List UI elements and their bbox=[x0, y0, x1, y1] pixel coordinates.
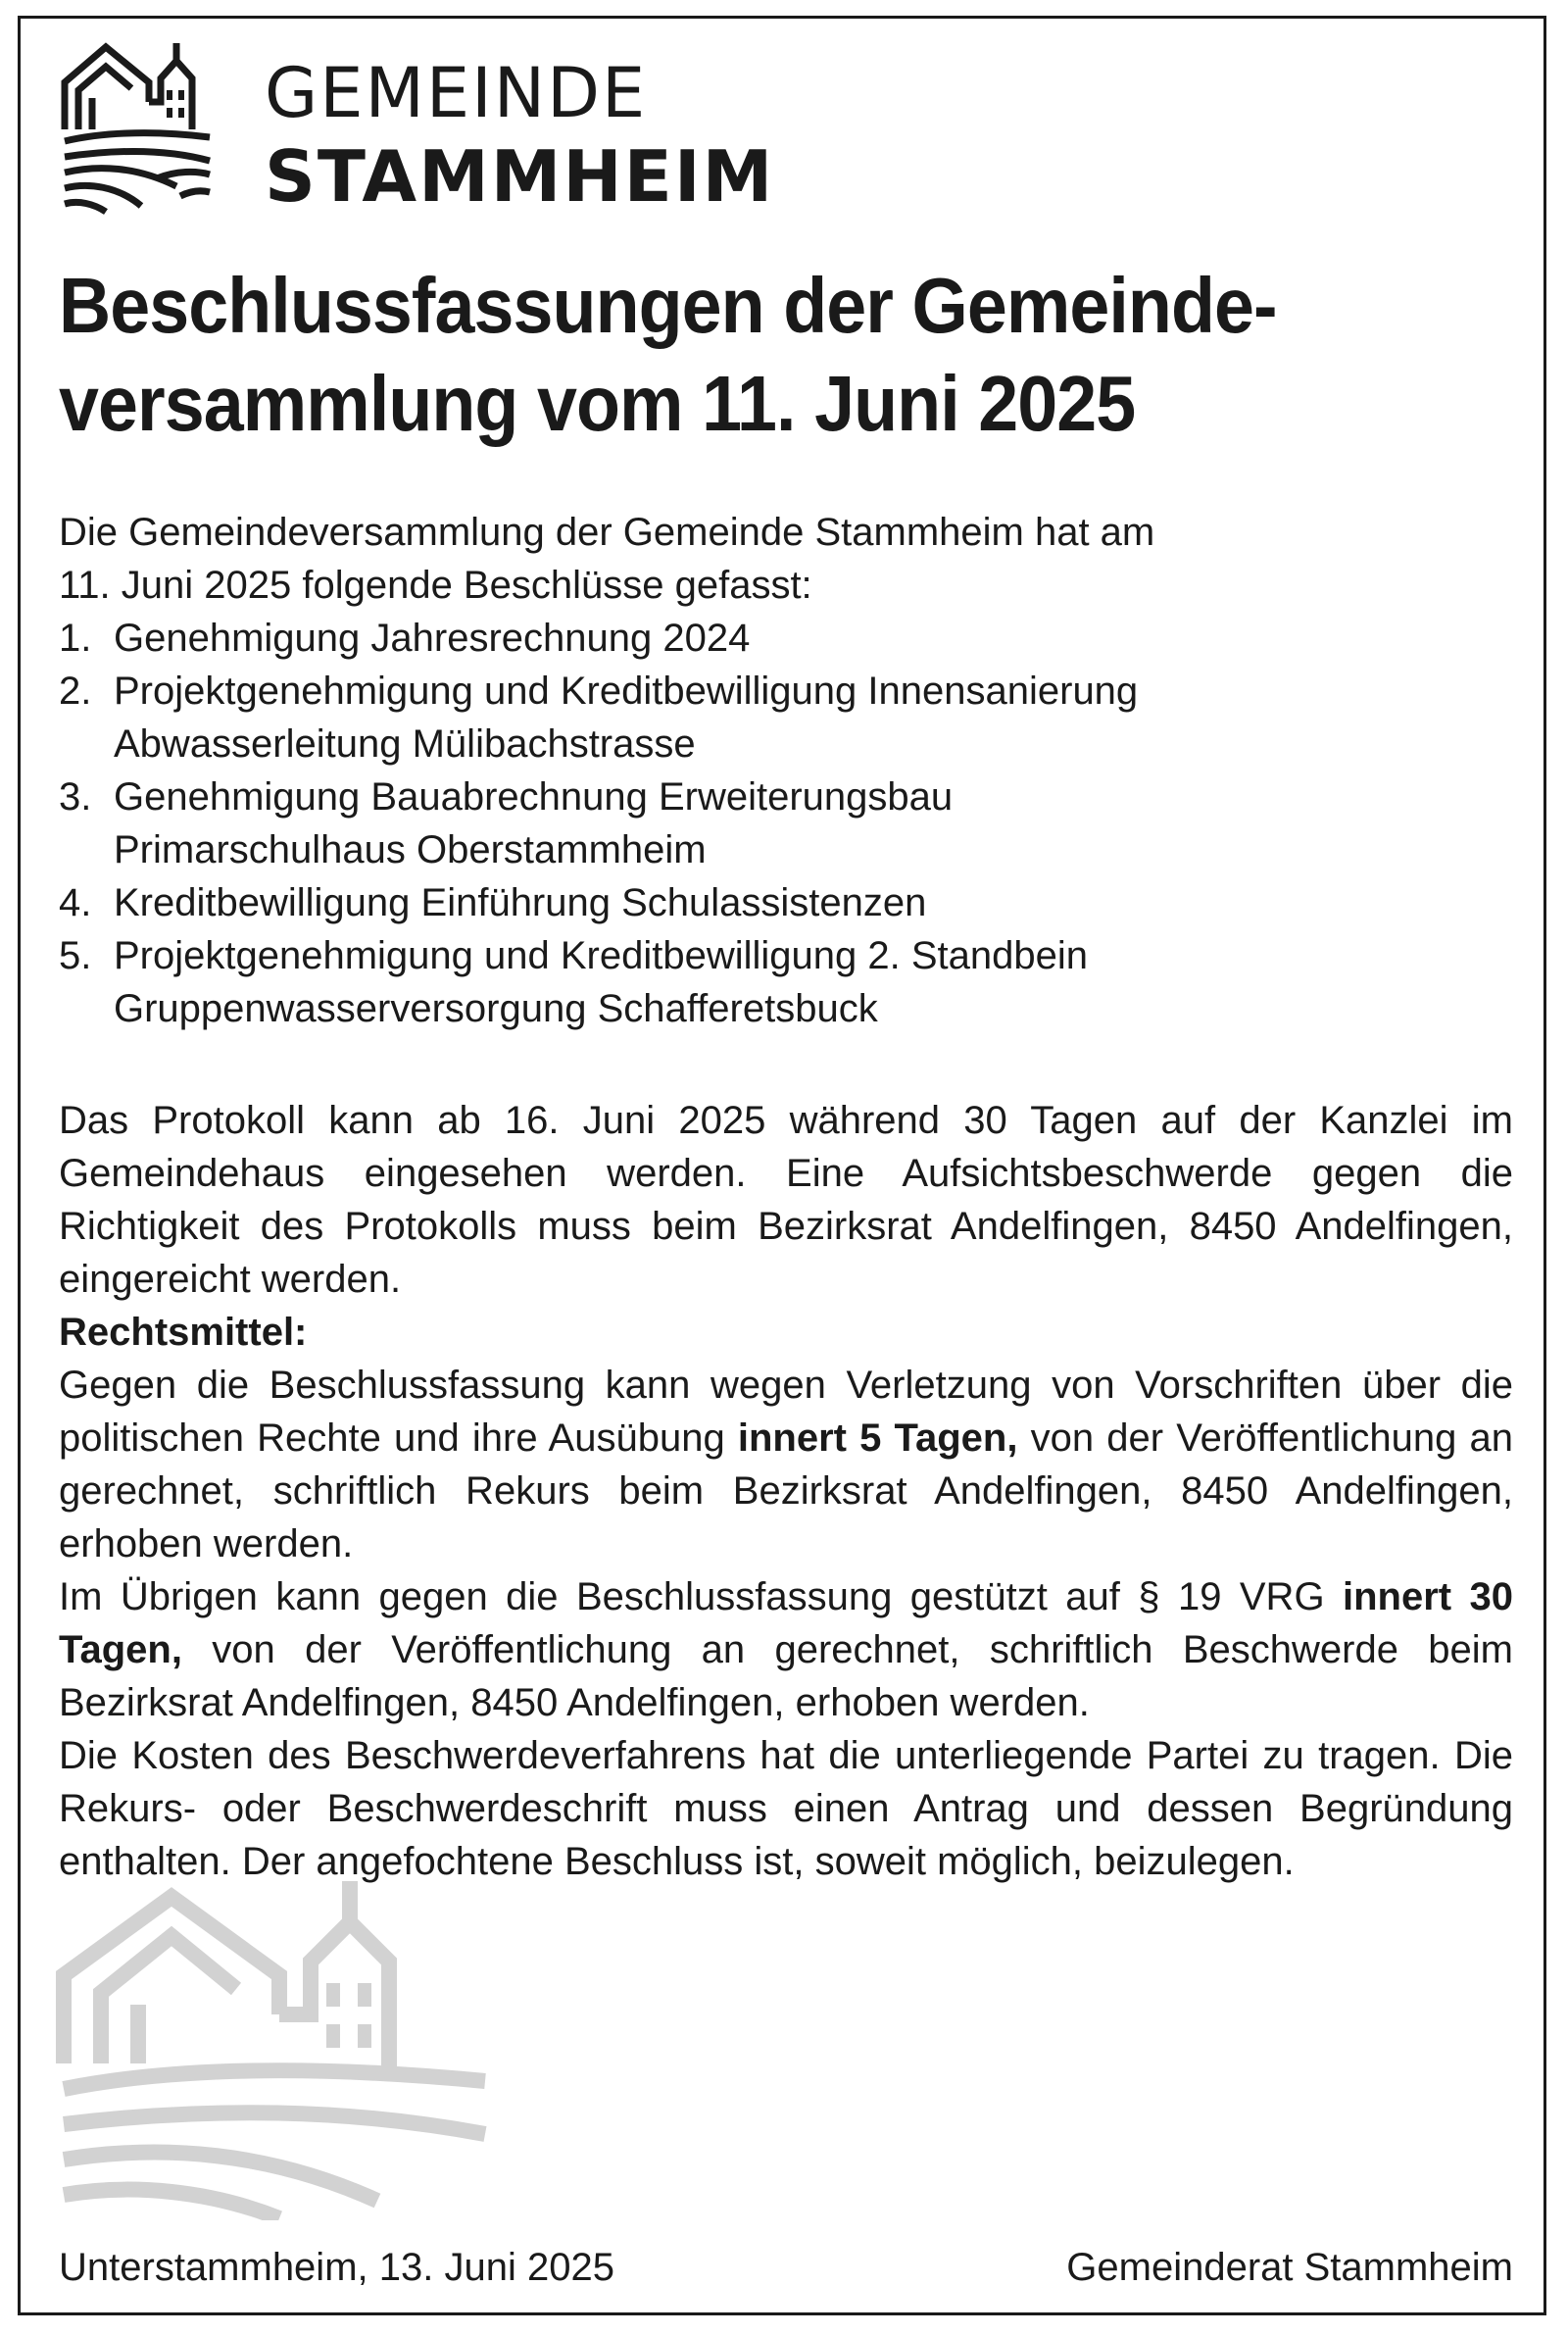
resolutions-list bbox=[59, 612, 1513, 1035]
intro-paragraph bbox=[59, 506, 1513, 612]
brand-gemeinde: GEMEINDE bbox=[265, 53, 648, 133]
title-line-2: versammlung vom 11. Juni 2025 bbox=[59, 360, 1136, 447]
rechtsmittel-heading: Rechtsmittel: bbox=[59, 1311, 308, 1354]
kosten-paragraph: Die Kosten des Beschwerdeverfahrens hat die unterliegende Partei zu tragen. Die Rekurs- oder Beschwerdeschrift muss einen Antrag und dessen Begründung enthalten. Der angefochtene Beschluss ist, soweit möglich, beizulegen. bbox=[59, 1734, 1513, 1883]
intro-line-2: 11. Juni 2025 folgende Beschlüsse gefasst: bbox=[59, 564, 812, 607]
castle-vineyard-logo-icon bbox=[59, 39, 216, 216]
intro-line-1: Die Gemeindeversammlung der Gemeinde Stammheim hat am bbox=[59, 511, 1155, 554]
brand-stammheim: STAMMHEIM bbox=[265, 135, 775, 218]
list-item-text: Gruppenwasserversorgung Schafferetsbuck bbox=[114, 987, 878, 1030]
municipality-brand bbox=[265, 53, 775, 218]
document-body bbox=[59, 506, 1513, 1888]
list-item bbox=[59, 876, 1513, 929]
list-item bbox=[59, 770, 1513, 876]
list-item bbox=[59, 929, 1513, 1035]
rekurs-text-start: Gegen die Beschlussfassung kann wegen Verletzung von Vorschriften über die politischen Rechte und ihre Ausübung bbox=[59, 1364, 1513, 1460]
list-item-text: Genehmigung Bauabrechnung Erweiterungsbau bbox=[114, 775, 954, 819]
beschwerde-paragraph bbox=[59, 1570, 1513, 1729]
list-item-number: 5. bbox=[59, 934, 92, 977]
list-item-number: 3. bbox=[59, 775, 92, 819]
protocol-paragraph: Das Protokoll kann ab 16. Juni 2025 während 30 Tagen auf der Kanzlei im Gemeindehaus eingesehen werden. Eine Aufsichtsbeschwerde gegen die Richtigkeit des Protokolls muss beim Bezirksrat Andelfingen, 8450 Andelfingen, eingereicht werden. bbox=[59, 1099, 1513, 1301]
beschwerde-text-start: Im Übrigen kann gegen die Beschlussfassung gestützt auf § 19 VRG bbox=[59, 1575, 1343, 1618]
list-item-number: 4. bbox=[59, 881, 92, 924]
list-item bbox=[59, 612, 1513, 665]
document-footer bbox=[59, 2241, 1513, 2294]
rekurs-text-end: von der Veröffentlichung an gerechnet, schriftlich Rekurs beim Bezirksrat Andelfingen, 8450 Andelfingen, erhoben werden. bbox=[59, 1416, 1513, 1565]
rekurs-deadline: innert 5 Tagen, bbox=[737, 1416, 1018, 1460]
title-line-1: Beschlussfassungen der Gemeinde- bbox=[59, 262, 1277, 349]
list-item-number: 1. bbox=[59, 617, 92, 660]
beschwerde-text-end: von der Veröffentlichung an gerechnet, schriftlich Beschwerde beim Bezirksrat Andelfingen, 8450 Andelfingen, erhoben werden. bbox=[59, 1628, 1513, 1724]
signature: Gemeinderat Stammheim bbox=[1066, 2246, 1513, 2289]
list-item-text: Genehmigung Jahresrechnung 2024 bbox=[114, 617, 751, 660]
page-title bbox=[59, 257, 1394, 453]
list-item-text: Projektgenehmigung und Kreditbewilligung Innensanierung bbox=[114, 670, 1139, 713]
list-item bbox=[59, 665, 1513, 770]
list-item-text: Kreditbewilligung Einführung Schulassistenzen bbox=[114, 881, 927, 924]
list-item-text: Abwasserleitung Mülibachstrasse bbox=[114, 722, 696, 766]
castle-watermark-icon bbox=[54, 1867, 505, 2220]
list-item-text: Primarschulhaus Oberstammheim bbox=[114, 828, 707, 871]
rekurs-paragraph bbox=[59, 1359, 1513, 1570]
list-item-text: Projektgenehmigung und Kreditbewilligung 2. Standbein bbox=[114, 934, 1089, 977]
beschwerde-deadline: innert 30 Tagen, bbox=[59, 1575, 1514, 1671]
place-date: Unterstammheim, 13. Juni 2025 bbox=[59, 2246, 614, 2289]
list-item-number: 2. bbox=[59, 670, 92, 713]
